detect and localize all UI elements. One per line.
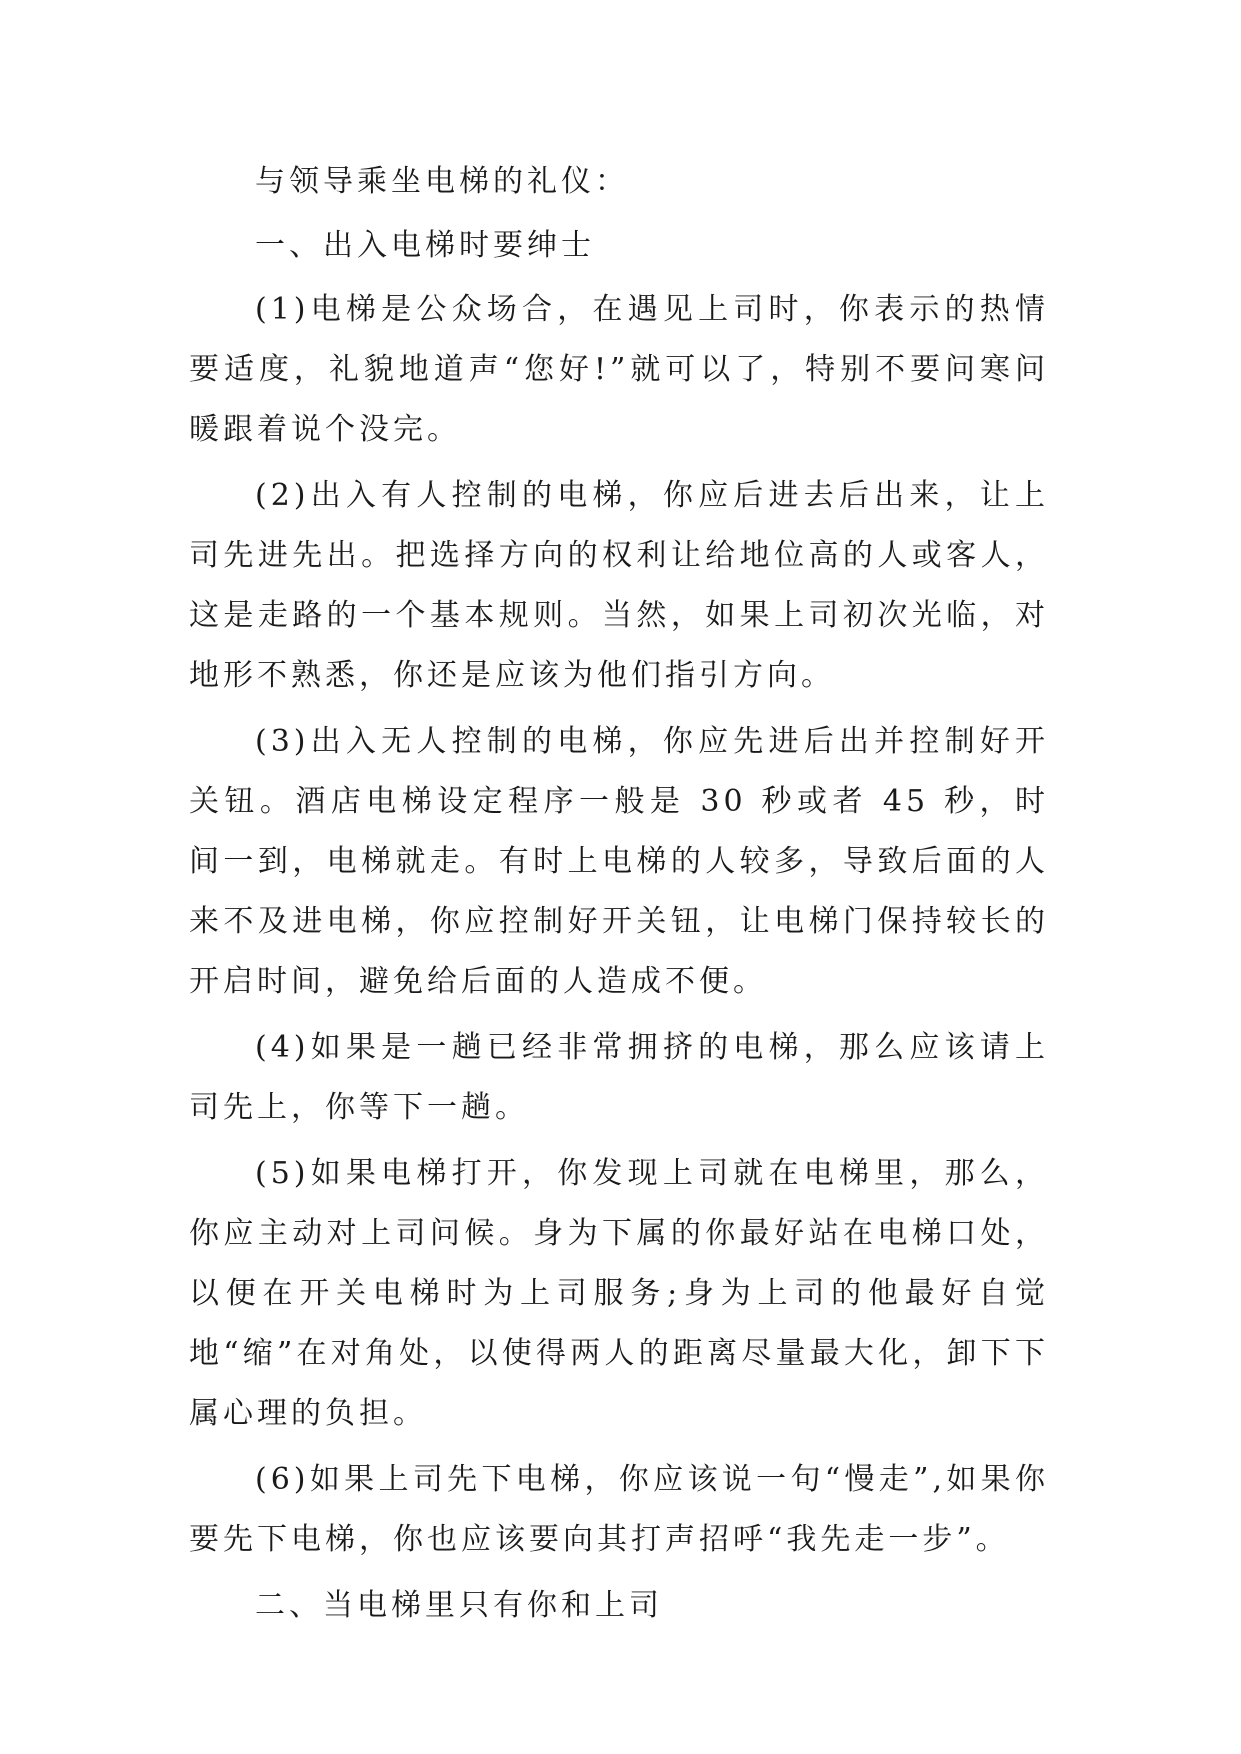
paragraph-item-6: (6)如果上司先下电梯，你应该说一句“慢走”,如果你要先下电梯，你也应该要向其打声招呼“我先走一步”。 bbox=[189, 1462, 1049, 1557]
paragraph-item-4: (4)如果是一趟已经非常拥挤的电梯，那么应该请上司先上，你等下一趟。 bbox=[189, 1030, 1049, 1125]
paragraph-item-2: (2)出入有人控制的电梯，你应后进去后出来，让上司先进先出。把选择方向的权利让给地位高的人或客人，这是走路的一个基本规则。当然，如果上司初次光临，对地形不熟悉，你还是应该为他们指引方向。 bbox=[189, 478, 1049, 693]
document-body bbox=[189, 152, 1049, 1640]
paragraph-item-5: (5)如果电梯打开，你发现上司就在电梯里，那么，你应主动对上司问候。身为下属的你最好站在电梯口处，以便在开关电梯时为上司服务;身为上司的他最好自觉地“缩”在对角处，以使得两人的距离尽量最大化，卸下下属心理的负担。 bbox=[189, 1156, 1049, 1431]
paragraph-item-1: (1)电梯是公众场合，在遇见上司时，你表示的热情要适度，礼貌地道声“您好!”就可以了，特别不要问寒问暖跟着说个没完。 bbox=[189, 292, 1049, 447]
paragraph-item-3: (3)出入无人控制的电梯，你应先进后出并控制好开关钮。酒店电梯设定程序一般是 30 秒或者 45 秒，时间一到，电梯就走。有时上电梯的人较多，导致后面的人来不及进电梯，你应控制好开关钮，让电梯门保持较长的开启时间，避免给后面的人造成不便。 bbox=[189, 724, 1049, 999]
section-heading-1: 一、出入电梯时要绅士 bbox=[255, 228, 595, 263]
section-heading-2: 二、当电梯里只有你和上司 bbox=[255, 1588, 663, 1623]
document-title: 与领导乘坐电梯的礼仪： bbox=[255, 164, 629, 199]
